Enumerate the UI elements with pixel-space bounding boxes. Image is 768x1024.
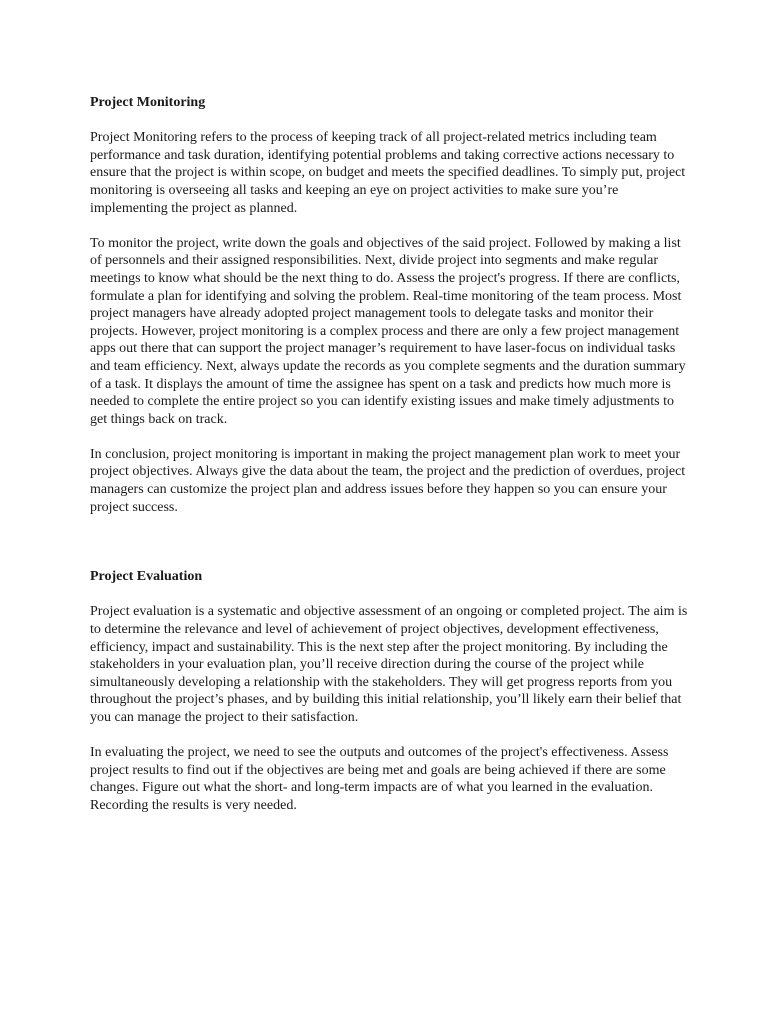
- paragraph-evaluation-definition: Project evaluation is a systematic and objective assessment of an ongoing or completed project. The aim is to determine the relevance and level of achievement of project objectives, development effectiveness, efficiency, impact and sustainability. This is the next step after the project monitoring. By including the stakeholders in your evaluation plan, you’ll receive direction during the course of the project while simultaneously developing a relationship with the stakeholders. They will get progress reports from you throughout the project’s phases, and by building this initial relationship, you’ll likely earn their belief that you can manage the project to their satisfaction.: [90, 604, 688, 725]
- section-heading-project-evaluation: Project Evaluation: [90, 569, 203, 585]
- document-body: [90, 94, 690, 815]
- paragraph-evaluation-process: In evaluating the project, we need to see the outputs and outcomes of the project's effectiveness. Assess project results to find out if the objectives are being met and goals are being achieved if there are some changes. Figure out what the short- and long-term impacts are of what you learned in the evaluation. Recording the results is very needed.: [90, 745, 669, 813]
- paragraph-monitoring-conclusion: In conclusion, project monitoring is important in making the project management plan work to meet your project objectives. Always give the data about the team, the project and the prediction of overdues, project managers can customize the project plan and address issues before they happen so you can ensure your project success.: [90, 446, 686, 515]
- paragraph-monitoring-steps: To monitor the project, write down the goals and objectives of the said project. Followed by making a list of personnels and their assigned responsibilities. Next, divide project into segments and make regular meetings to know what should be the next thing to do. Assess the project's progress. If there are conflicts, formulate a plan for identifying and solving the problem. Real-time monitoring of the team process. Most project managers have already adopted project management tools to delegate tasks and monitor their projects. However, project monitoring is a complex process and there are only a few project management apps out there that can support the project manager’s requirement to have laser-focus on individual tasks and team efficiency. Next, always update the records as you complete segments and the duration summary of a task. It displays the amount of time the assignee has spent on a task and predicts how much more is needed to complete the entire project so you can identify existing issues and make timely adjustments to get things back on track.: [90, 235, 686, 427]
- section-heading-project-monitoring: Project Monitoring: [90, 95, 206, 110]
- paragraph-monitoring-definition: Project Monitoring refers to the process of keeping track of all project-related metrics including team performance and task duration, identifying potential problems and taking corrective actions necessary to ensure that the project is within scope, on budget and meets the specified deadlines. To simply put, project monitoring is overseeing all tasks and keeping an eye on project activities to make sure you’re implementing the project as planned.: [90, 130, 686, 216]
